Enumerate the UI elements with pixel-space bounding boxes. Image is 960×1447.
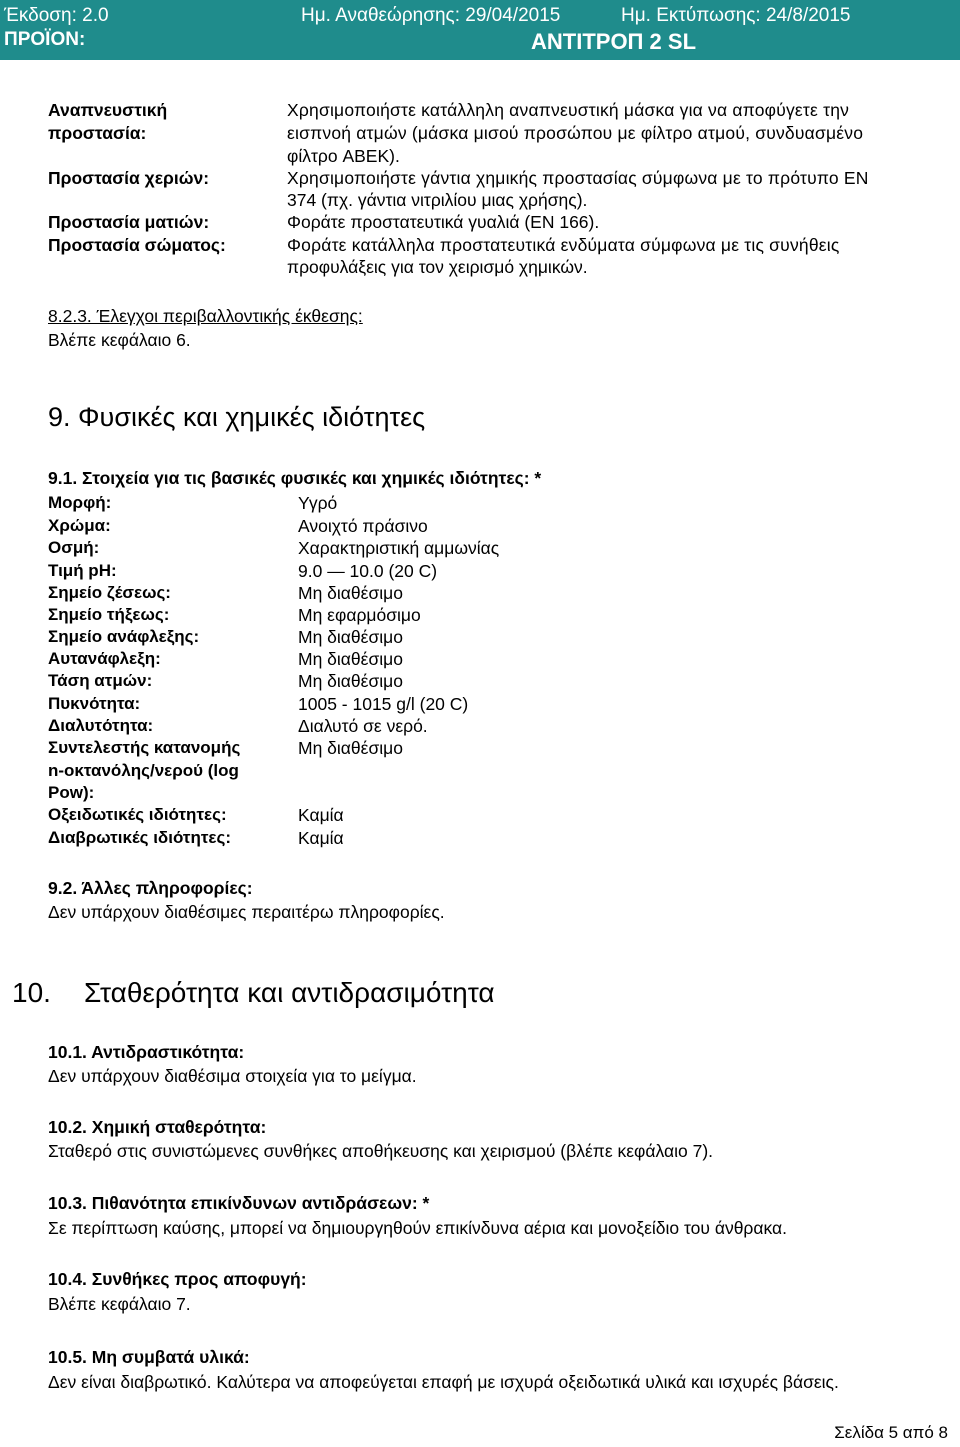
property-label: Πυκνότητα:	[48, 694, 141, 713]
section-10-number: 10.	[12, 977, 51, 1008]
body-text-cont: προφυλάξεις για τον χειρισμό χημικών.	[287, 257, 588, 277]
property-value: Μη διαθέσιμο	[298, 583, 403, 603]
product-label: ΠΡΟΪΟΝ:	[4, 29, 86, 50]
section-10-title	[12, 977, 495, 1009]
property-value: Μη διαθέσιμο	[298, 627, 403, 647]
section-8-2-3-title: 8.2.3. Έλεγχοι περιβαλλοντικής έκθεσης:	[48, 306, 363, 326]
section-10-2-text: Σταθερό στις συνιστώμενες συνθήκες αποθήκευσης και χειρισμού (βλέπε κεφάλαιο 7).	[48, 1141, 714, 1161]
section-10-4-title: 10.4. Συνθήκες προς αποφυγή:	[48, 1269, 307, 1289]
section-10-2-title: 10.2. Χημική σταθερότητα:	[48, 1117, 267, 1137]
page-number: Σελίδα 5 από 8	[834, 1423, 948, 1442]
body-label: Προστασία σώματος:	[48, 235, 226, 255]
section-10-heading: Σταθερότητα και αντιδρασιμότητα	[84, 977, 495, 1008]
property-label: Μορφή:	[48, 493, 112, 512]
property-value: Ανοιχτό πράσινο	[298, 516, 428, 536]
property-value: Καμία	[298, 805, 344, 825]
property-label: Σημείο τήξεως:	[48, 605, 170, 624]
property-value: Μη διαθέσιμο	[298, 671, 403, 691]
section-10-5-text: Δεν είναι διαβρωτικό. Καλύτερα να αποφεύγεται επαφή με ισχυρά οξειδωτικά υλικά και ισχυρές βάσεις.	[48, 1372, 839, 1392]
section-9-2-text: Δεν υπάρχουν διαθέσιμες περαιτέρω πληροφορίες.	[48, 902, 445, 922]
property-label: Διαβρωτικές ιδιότητες:	[48, 828, 231, 847]
section-10-5-title: 10.5. Μη συμβατά υλικά:	[48, 1347, 250, 1367]
revision-date: Ημ. Αναθεώρησης: 29/04/2015	[301, 5, 561, 26]
property-label: Τιμή pH:	[48, 561, 117, 580]
property-label: Διαλυτότητα:	[48, 716, 154, 735]
respiratory-label: Αναπνευστική	[48, 100, 168, 120]
property-label: n-οκτανόλης/νερού (log	[48, 761, 239, 780]
property-label: Οσμή:	[48, 538, 100, 557]
section-10-1-title: 10.1. Αντιδραστικότητα:	[48, 1042, 245, 1062]
property-label: Οξειδωτικές ιδιότητες:	[48, 805, 227, 824]
print-date: Ημ. Εκτύπωσης: 24/8/2015	[621, 5, 851, 26]
respiratory-text: Χρησιμοποιήστε κατάλληλη αναπνευστική μάσκα για να αποφύγετε την	[287, 100, 850, 120]
property-value: Καμία	[298, 828, 344, 848]
property-value: 1005 - 1015 g/l (20 C)	[298, 694, 469, 714]
edition-label: Έκδοση: 2.0	[4, 5, 109, 26]
hands-text: Χρησιμοποιήστε γάντια χημικής προστασίας σύμφωνα με το πρότυπο EN	[287, 168, 869, 188]
respiratory-text-cont: εισπνοή ατμών (μάσκα μισού προσώπου με φίλτρο ατμού, συνδυασμένο	[287, 123, 864, 143]
hands-text-cont: 374 (πχ. γάντια νιτριλίου μιας χρήσης).	[287, 190, 588, 210]
property-label: Σημείο ζέσεως:	[48, 583, 171, 602]
document-header	[0, 0, 960, 60]
product-name: ΑΝΤΙΤΡΟΠ 2 SL	[531, 29, 697, 54]
section-10-1-text: Δεν υπάρχουν διαθέσιμα στοιχεία για το μείγμα.	[48, 1066, 417, 1086]
property-label: Αυτανάφλεξη:	[48, 649, 161, 668]
section-10-3-title: 10.3. Πιθανότητα επικίνδυνων αντιδράσεων: *	[48, 1193, 430, 1213]
property-label: Χρώμα:	[48, 516, 111, 535]
property-label: Σημείο ανάφλεξης:	[48, 627, 200, 646]
eyes-text: Φοράτε προστατευτικά γυαλιά (EN 166).	[287, 212, 600, 232]
respiratory-label-cont: προστασία:	[48, 123, 147, 143]
property-value: Μη διαθέσιμο	[298, 649, 403, 669]
section-10-4-text: Βλέπε κεφάλαιο 7.	[48, 1294, 191, 1314]
property-label: Pow):	[48, 783, 95, 802]
section-9-1-title: 9.1. Στοιχεία για τις βασικές φυσικές και χημικές ιδιότητες: *	[48, 468, 542, 488]
section-9-title: 9. Φυσικές και χημικές ιδιότητες	[48, 402, 426, 432]
property-value: Υγρό	[298, 493, 338, 513]
respiratory-text-cont2: φίλτρο ABEK).	[287, 146, 400, 166]
property-label: Συντελεστής κατανομής	[48, 738, 241, 757]
section-9-2-title: 9.2. Άλλες πληροφορίες:	[48, 878, 253, 898]
eyes-label: Προστασία ματιών:	[48, 212, 210, 232]
property-label: Τάση ατμών:	[48, 671, 153, 690]
body-text: Φοράτε κατάλληλα προστατευτικά ενδύματα σύμφωνα με τις συνήθεις	[287, 235, 840, 255]
property-value: Διαλυτό σε νερό.	[298, 716, 428, 736]
property-value: Μη εφαρμόσιμο	[298, 605, 421, 625]
property-value: Μη διαθέσιμο	[298, 738, 403, 758]
hands-label: Προστασία χεριών:	[48, 168, 210, 188]
property-value: Χαρακτηριστική αμμωνίας	[298, 538, 500, 558]
section-8-2-3-text: Βλέπε κεφάλαιο 6.	[48, 330, 191, 350]
property-value: 9.0 — 10.0 (20 C)	[298, 561, 438, 581]
section-10-3-text: Σε περίπτωση καύσης, μπορεί να δημιουργηθούν επικίνδυνα αέρια και μονοξείδιο του άνθρακα.	[48, 1218, 788, 1238]
